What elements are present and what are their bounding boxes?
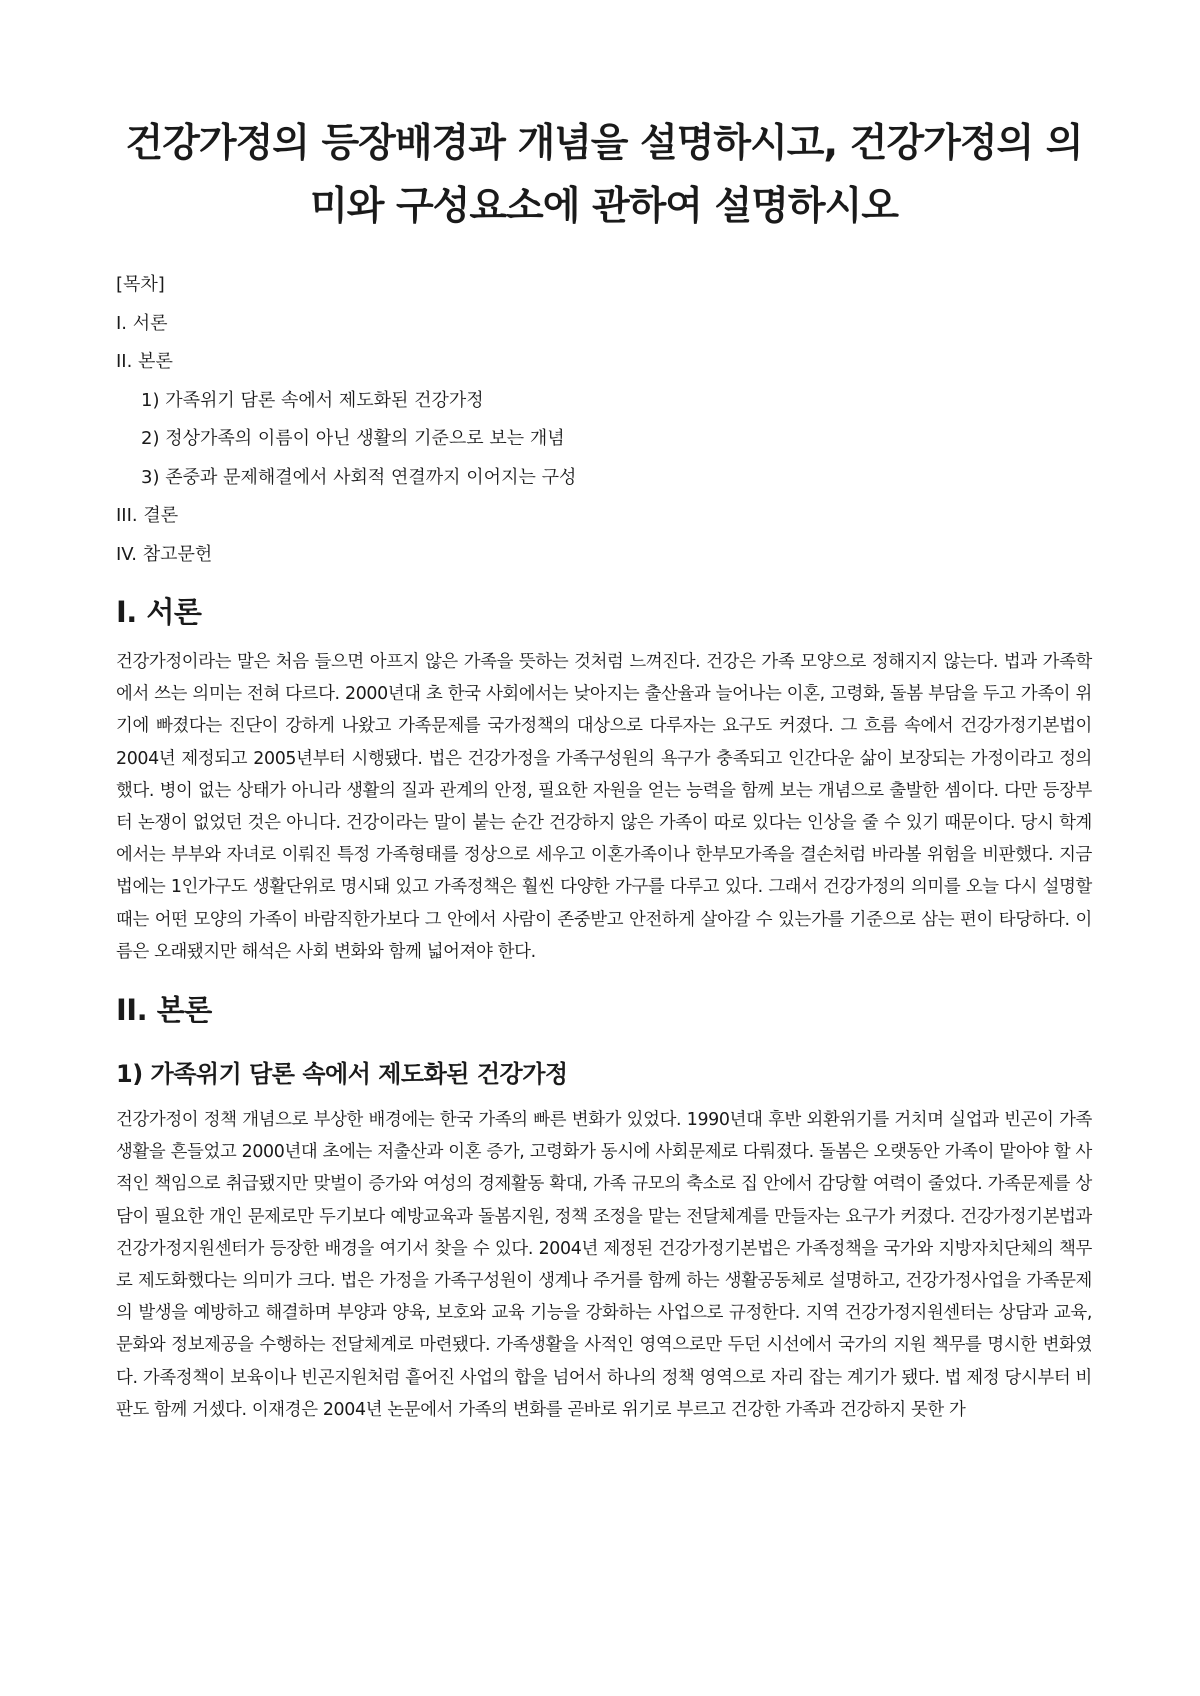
subsection-1-paragraph: 건강가정이 정책 개념으로 부상한 배경에는 한국 가족의 빠른 변화가 있었다. 1990년대 후반 외환위기를 거치며 실업과 빈곤이 가족생활을 흔들었고 2000년대 초에는 저출산과 이혼 증가, 고령화가 동시에 사회문제로 다뤄졌다. 돌봄은 오랫동안 가족이 맡아야 할 사적인 책임으로 취급됐지만 맞벌이 증가와 여성의 경제활동 확대, 가족 규모의 축소로 집 안에서 감당할 여력이 줄었다. 가족문제를 상담이 필요한 개인 문제로만 두기보다 예방교육과 돌봄지원, 정책 조정을 맡는 전달체계를 만들자는 요구가 커졌다. 건강가정기본법과 건강가정지원센터가 등장한 배경을 여기서 찾을 수 있다. 2004년 제정된 건강가정기본법은 가족정책을 국가와 지방자치단체의 책무로 제도화했다는 의미가 크다. 법은 가정을 가족구성원이 생계나 주거를 함께 하는 생활공동체로 설명하고, 건강가정사업을 가족문제의 발생을 예방하고 해결하며 부양과 양육, 보호와 교육 기능을 강화하는 사업으로 규정한다. 지역 건강가정지원센터는 상담과 교육, 문화와 정보제공을 수행하는 전달체계로 마련됐다. 가족생활을 사적인 영역으로만 두던 시선에서 국가의 지원 책무를 명시한 변화였다. 가족정책이 보육이나 빈곤지원처럼 흩어진 사업의 합을 넘어서 하나의 정책 영역으로 자리 잡는 계기가 됐다. 법 제정 당시부터 비판도 함께 거셌다. 이재경은 2004년 논문에서 가족의 변화를 곧바로 위기로 부르고 건강한 가족과 건강하지 못한 가 bbox=[116, 1110, 1092, 1420]
toc-item-body-sub3: 3) 존중과 문제해결에서 사회적 연결까지 이어지는 구성 bbox=[141, 466, 577, 488]
table-of-contents bbox=[116, 266, 1092, 574]
toc-label: [목차] bbox=[116, 274, 165, 295]
subsection-heading-1: 1) 가족위기 담론 속에서 제도화된 건강가정 bbox=[116, 1060, 568, 1089]
section-heading-intro: I. 서론 bbox=[116, 595, 202, 629]
toc-item-references: IV. 참고문헌 bbox=[116, 543, 213, 565]
section-heading-body: II. 본론 bbox=[116, 993, 212, 1028]
toc-item-body-sub1: 1) 가족위기 담론 속에서 제도화된 건강가정 bbox=[141, 389, 484, 411]
toc-item-body-sub2: 2) 정상가족의 이름이 아닌 생활의 기준으로 보는 개념 bbox=[141, 428, 565, 449]
document-title: 건강가정의 등장배경과 개념을 설명하시고, 건강가정의 의미와 구성요소에 관하여 설명하시오 bbox=[125, 121, 1083, 229]
toc-item-intro: I. 서론 bbox=[116, 312, 168, 334]
toc-item-conclusion: III. 결론 bbox=[116, 505, 179, 526]
toc-item-body: II. 본론 bbox=[116, 351, 173, 372]
section-intro-paragraph: 건강가정이라는 말은 처음 들으면 아프지 않은 가족을 뜻하는 것처럼 느껴진다. 건강은 가족 모양으로 정해지지 않는다. 법과 가족학에서 쓰는 의미는 전혀 다르다. 2000년대 초 한국 사회에서는 낮아지는 출산율과 늘어나는 이혼, 고령화, 돌봄 부담을 두고 가족이 위기에 빠졌다는 진단이 강하게 나왔고 가족문제를 국가정책의 대상으로 다루자는 요구도 커졌다. 그 흐름 속에서 건강가정기본법이 2004년 제정되고 2005년부터 시행됐다. 법은 건강가정을 가족구성원의 욕구가 충족되고 인간다운 삶이 보장되는 가정이라고 정의했다. 병이 없는 상태가 아니라 생활의 질과 관계의 안정, 필요한 자원을 얻는 능력을 함께 보는 개념으로 출발한 셈이다. 다만 등장부터 논쟁이 없었던 것은 아니다. 건강이라는 말이 붙는 순간 건강하지 않은 가족이 따로 있다는 인상을 줄 수 있기 때문이다. 당시 학계에서는 부부와 자녀로 이뤄진 특정 가족형태를 정상으로 세우고 이혼가족이나 한부모가족을 결손처럼 바라볼 위험을 비판했다. 지금 법에는 1인가구도 생활단위로 명시돼 있고 가족정책은 훨씬 다양한 가구를 다루고 있다. 그래서 건강가정의 의미를 오늘 다시 설명할 때는 어떤 모양의 가족이 바람직한가보다 그 안에서 사람이 존중받고 안전하게 살아갈 수 있는가를 기준으로 삼는 편이 타당하다. 이름은 오래됐지만 해석은 사회 변화와 함께 넓어져야 한다. bbox=[116, 652, 1092, 962]
